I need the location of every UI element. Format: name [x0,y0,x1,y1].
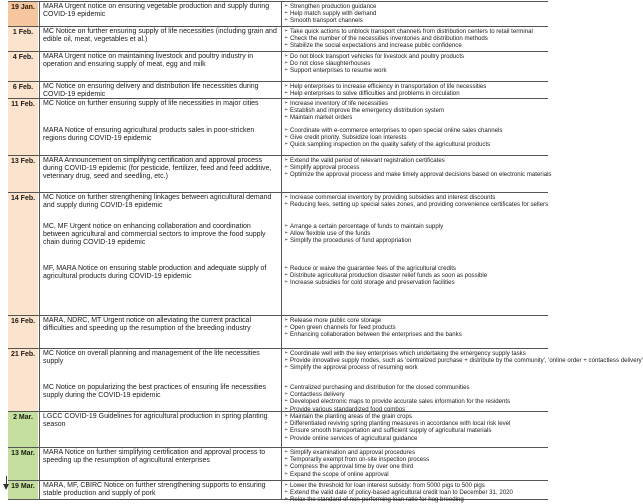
notice-text: MC Notice on popularizing the best practices of ensuring life necessities supply during the COVID-19 epidemic [43,384,266,399]
measure-item [284,134,548,141]
notice-cell [39,349,282,412]
measure-item [284,350,548,357]
arrow-bullet-icon: ➢ [284,114,289,121]
measure-item [284,100,548,107]
date-cell: 4 Feb. [8,52,38,82]
notice-text: MC Notice on overall planning and management of the life necessities supply [43,350,260,365]
measures-cell [284,52,548,82]
date-cell: 19 Jan. [8,2,38,27]
arrow-bullet-icon: ➢ [284,463,289,470]
arrow-bullet-icon: ➢ [284,28,289,34]
measure-item [284,317,548,324]
arrow-bullet-icon: ➢ [284,331,289,338]
measure-item [284,435,548,442]
measure-item [284,28,548,35]
arrow-bullet-icon: ➢ [284,413,289,419]
measure-text: Ensure smooth transportation and sufficient supply of agricultural materials [290,427,492,435]
notice-cell [39,2,282,27]
notice-text: MARA Announcement on simplifying certification and approval process during COVID-19 epidemic (for pesticide, fertilizer, feed and feed additive, veterinary drug, seed and seedling, etc.) [43,157,272,180]
date-cell: 13 Feb. [8,156,38,193]
measure-text: Lower the threshold for loan interest subsidy: from 5000 pigs to 500 pigs [290,482,485,489]
measure-text: Temporarily exempt from on-site inspection process [290,456,430,464]
timeline-row [8,81,548,99]
measure-text: Do not block transport vehicles for livestock and poultry products [290,53,465,60]
arrow-bullet-icon: ➢ [284,223,289,229]
measure-text: Compress the approval time by over one third [290,463,414,471]
timeline-row [8,155,552,193]
arrow-bullet-icon: ➢ [284,420,289,427]
timeline-row [8,98,548,156]
notice-text: MC Notice on further ensuring supply of life necessities in major cities [43,100,259,107]
arrow-bullet-icon: ➢ [284,265,289,271]
measure-group [284,3,548,25]
measure-text: Developed electronic maps to provide accurate sales information for the residents [290,398,511,406]
measure-text: Simplify examination and approval procedures [290,449,415,456]
arrow-bullet-icon: ➢ [284,317,289,323]
measure-text: Provide innovative supply modes, such as 'centralized purchase + distribute by the community', 'online order + contactless delivery' [290,357,643,365]
measure-item [284,471,548,478]
arrow-bullet-icon: ➢ [284,17,289,24]
arrow-bullet-icon: ➢ [284,324,289,331]
measures-cell [284,99,548,156]
arrow-bullet-icon: ➢ [284,100,289,106]
measure-text: Maintain the planting areas of the grain crops [290,413,412,420]
measure-item [284,413,548,420]
timeline-row [8,192,548,316]
measure-text: Centralized purchasing and distribution for the closed communities [290,384,470,391]
arrow-bullet-icon: ➢ [284,449,289,455]
notice-cell [39,193,282,316]
measure-text: Relax the standard of non-performing loan ratio for hog breeding [290,496,464,504]
notice-text: MC Notice on further ensuring supply of life necessities (including grain and edible oil, meat, vegetables et al.) [43,28,277,43]
measure-item [284,107,548,114]
measure-group [284,100,548,122]
arrow-bullet-icon: ➢ [284,35,289,42]
notice-text: MC, MF Urgent notice on enhancing collaboration and coordination between agricultural and commercial sectors to improve the food supply chain during COVID-19 epidemic [43,223,266,246]
measure-item [284,272,548,279]
measure-item [284,157,548,164]
arrow-bullet-icon: ➢ [284,201,289,208]
arrow-bullet-icon: ➢ [284,134,289,141]
notice-text: MARA Urgent notice on maintaining livestock and poultry industry in operation and ensuring supply of meat, egg and milk [43,53,254,68]
measure-item [284,201,548,208]
arrow-bullet-icon: ➢ [284,90,289,97]
timeline-row [8,411,548,448]
measure-text: Increase inventory of life necessities [290,100,388,107]
arrow-bullet-icon: ➢ [284,230,289,237]
measure-text: Open green channels for feed products [290,324,396,332]
measure-item [284,223,548,230]
measure-text: Distribute agricultural production disaster relief funds as soon as possible [290,272,488,280]
measure-item [284,265,548,272]
measure-text: Help enterprises to solve difficulties and problems in circulation [290,90,460,98]
measures-cell [284,82,548,99]
measure-item [284,237,548,244]
measures-cell [284,481,548,504]
notice-text: MARA Urgent notice on ensuring vegetable production and supply during COVID-19 epidemic [43,3,270,18]
measure-group [284,413,548,442]
measure-text: Differentiated reviving spring planting measures in accordance with local risk level [290,420,511,428]
measure-text: Reducing fees, setting up special sales zones, and providing convenience certificates for sellers [290,201,549,209]
measure-item [284,449,548,456]
notice-text: MF, MARA Notice on ensuring stable production and adequate supply of agricultural products during COVID-19 epidemic [43,265,267,280]
measures-cell [284,448,548,481]
timeline-row [8,1,548,27]
measure-item [284,114,548,121]
measure-item [284,489,548,496]
measure-group [284,265,548,287]
notice-cell [39,156,282,193]
measure-item [284,420,548,427]
measure-text: Extend the valid date of policy-based agricultural credit loan to December 31, 2020 [290,489,513,497]
date-cell: 2 Mar. [8,412,38,448]
measure-group [284,157,552,179]
measure-item [284,482,548,489]
arrow-bullet-icon: ➢ [284,398,289,405]
date-cell: 21 Feb. [8,349,38,412]
timeline-row [8,447,548,481]
arrow-bullet-icon: ➢ [284,489,289,496]
measure-text: Enhancing collaboration between the enterprises and the banks [290,331,462,339]
arrow-bullet-icon: ➢ [284,53,289,59]
measure-item [284,463,548,470]
notice-text: MARA Notice of ensuring agricultural products sales in poor-stricken regions during COVID-19 epidemic [43,127,255,142]
measures-cell [284,412,548,448]
arrow-bullet-icon: ➢ [284,83,289,89]
measure-text: Quick sampling inspection on the quality safety of the agricultural products [290,141,491,149]
measure-item [284,171,552,179]
date-cell: 11 Feb. [8,99,38,156]
measure-item [284,10,548,17]
measure-item [284,60,548,67]
measure-text: Take quick actions to unblock transport channels from distribution centers to retail terminal [290,28,533,35]
arrow-bullet-icon: ➢ [284,350,289,356]
arrow-bullet-icon: ➢ [284,364,289,371]
date-cell: 13 Mar. [8,448,38,481]
measure-text: Establish and improve the emergency distribution system [290,107,445,115]
notice-cell [39,481,282,499]
measure-text: Help match supply with demand [290,10,377,18]
measure-item [284,279,548,286]
notice-text: MC Notice on further strengthening linkages between agricultural demand and supply during COVID-19 epidemic [43,194,272,209]
arrow-bullet-icon: ➢ [284,456,289,463]
measure-text: Coordinate well with the key enterprises which undertaking the emergency supply tasks [290,350,526,357]
measure-text: Give credit priority. Subsidize loan interests [290,134,407,142]
measure-text: Release more public core storage [290,317,382,324]
date-cell: 19 Mar. [8,481,38,499]
measure-item [284,456,548,463]
notice-cell [39,27,282,52]
measure-text: Strengthen production guidance [290,3,377,10]
measure-text: Reduce or waive the guarantee fees of the agricultural credits [290,265,456,272]
measure-group [284,350,643,372]
measure-text: Simplify the approval process of resuming work [290,364,418,372]
notice-cell [39,316,282,349]
measure-text: Optimize the approval process and make timely approval decisions based on electronic materials [290,171,552,179]
measure-item [284,67,548,74]
notice-text: MARA Notice on further simplifying certification and approval process to speeding up the resumption of agricultural enterprises [43,449,266,464]
arrow-bullet-icon: ➢ [284,496,289,503]
measure-text: Increase subsidies for cold storage and preservation facilities [290,279,455,287]
measure-item [284,42,548,49]
measure-group [284,53,548,75]
measure-text: Extend the valid period of relevant registration certificates [290,157,445,164]
measure-item [284,364,548,371]
notice-text: MARA, MF, CBIRC Notice on further strengthening supports to ensuring stable production and supply of pork [43,482,266,497]
measure-group [284,317,548,339]
arrow-bullet-icon: ➢ [284,384,289,390]
measure-text: Increase commercial inventory by providing subsidies and interest discounts [290,194,496,201]
measure-item [284,53,548,60]
date-cell: 16 Feb. [8,316,38,349]
measure-group [284,223,548,245]
arrow-bullet-icon: ➢ [284,107,289,114]
notice-cell [39,412,282,448]
notice-cell [39,448,282,481]
notice-cell [39,52,282,82]
measure-text: Stabilize the social expectations and increase public confidence [290,42,462,50]
measure-text: Provide various standardized food combos [290,405,406,413]
measures-cell [284,349,643,413]
arrow-bullet-icon: ➢ [284,60,289,67]
measure-group [284,449,548,478]
timeline-row [8,51,548,82]
date-cell: 6 Feb. [8,82,38,99]
measure-text: Simplify the procedures of fund appropriation [290,237,412,245]
measure-item [284,324,548,331]
measures-cell [284,27,548,52]
date-cell: 1 Feb. [8,27,38,52]
measure-text: Allow flexible use of the funds [290,230,371,238]
measures-cell [284,316,548,349]
measure-text: Support enterprises to resume work [290,67,387,75]
timeline-arrow-icon [3,484,9,490]
measure-item [284,331,548,338]
measure-item [284,496,548,503]
arrow-bullet-icon: ➢ [284,272,289,279]
notice-text: MARA, NDRC, MT Urgent notice on alleviating the current practical difficulties and speeding up the resumption of the breeding industry [43,317,252,332]
timeline-row [8,480,548,504]
timeline-row [8,348,643,413]
measure-item [284,357,643,365]
measure-text: Simplify approval process [290,164,360,172]
measure-item [284,17,548,24]
notice-text: LGCC COVID-19 Guidelines for agricultural production in spring planting season [43,413,268,428]
measure-text: Help enterprises to increase efficiency in transportation of life necessities [290,83,487,90]
measure-text: Provide online services of agricultural guidance [290,434,418,442]
measure-text: Expand the scope of online approval [290,470,389,478]
arrow-bullet-icon: ➢ [284,67,289,74]
measure-text: Do not close slaughterhouses [290,60,371,68]
arrow-bullet-icon: ➢ [284,127,289,133]
arrow-bullet-icon: ➢ [284,3,289,9]
measures-cell [284,193,548,316]
measure-text: Maintain market orders [290,114,353,122]
measure-group [284,482,548,504]
arrow-bullet-icon: ➢ [284,42,289,49]
arrow-bullet-icon: ➢ [284,427,289,434]
arrow-bullet-icon: ➢ [284,470,289,477]
measure-item [284,230,548,237]
measure-item [284,83,548,90]
arrow-bullet-icon: ➢ [284,171,289,178]
measures-cell [284,2,548,27]
measure-text: Contactless delivery [290,391,345,399]
notice-cell [39,82,282,99]
measure-item [284,90,548,97]
measure-group [284,28,548,50]
measure-item [284,384,548,391]
arrow-bullet-icon: ➢ [284,141,289,148]
arrow-bullet-icon: ➢ [284,405,289,412]
measure-text: Arrange a certain percentage of funds to maintain supply [290,223,444,230]
measure-item [284,391,548,398]
arrow-bullet-icon: ➢ [284,237,289,244]
arrow-bullet-icon: ➢ [284,164,289,171]
measure-item [284,164,548,171]
measure-item [284,141,548,148]
arrow-bullet-icon: ➢ [284,194,289,200]
measure-group [284,384,548,413]
measure-item [284,35,548,42]
arrow-bullet-icon: ➢ [284,434,289,441]
measures-cell [284,156,552,193]
measure-text: Coordinate with e-commerce enterprises to open special online sales channels [290,127,503,134]
arrow-bullet-icon: ➢ [284,357,289,364]
measure-text: Smooth transport channels [290,17,363,25]
measure-text: Check the number of the necessities inventories and distribution methods [290,35,488,43]
measure-item [284,194,548,201]
arrow-bullet-icon: ➢ [284,391,289,398]
measure-item [284,127,548,134]
arrow-bullet-icon: ➢ [284,10,289,17]
timeline-row [8,26,548,52]
arrow-bullet-icon: ➢ [284,279,289,286]
timeline-row [8,315,548,349]
date-cell: 14 Feb. [8,193,38,316]
arrow-bullet-icon: ➢ [284,482,289,488]
notice-cell [39,99,282,156]
measure-item [284,427,548,434]
notice-text: MC Notice on ensuring delivery and distribution life necessities during COVID-19 epidemic [43,83,259,98]
measure-group [284,83,548,97]
measure-group [284,194,548,208]
arrow-bullet-icon: ➢ [284,157,289,163]
measure-item [284,398,548,405]
measure-item [284,3,548,10]
measure-group [284,127,548,149]
